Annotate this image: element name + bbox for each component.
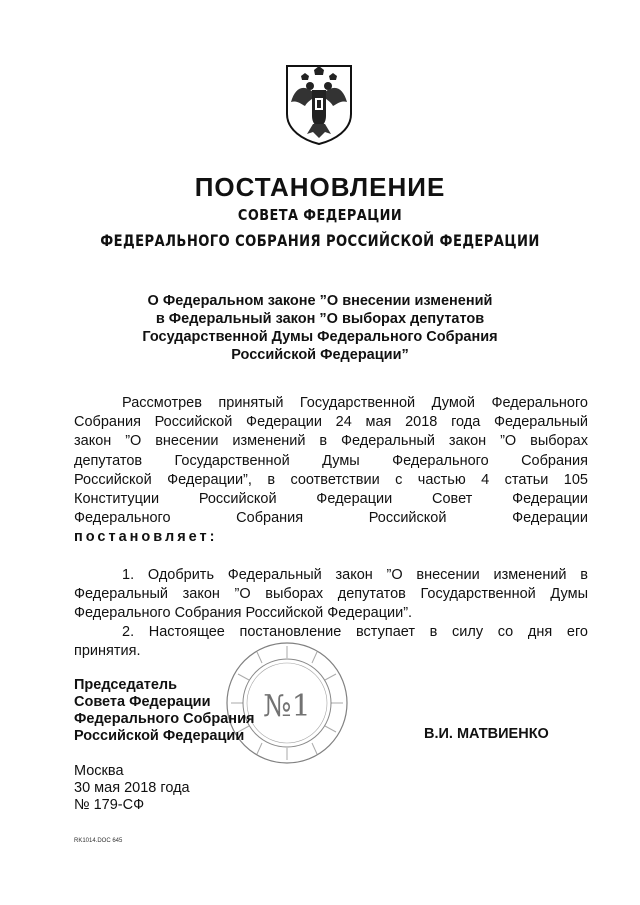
item-line: 2. Настоящее постановление вступает в силу со дня его [122, 624, 588, 640]
subject-line: О Федеральном законе ”О внесении изменений [147, 293, 493, 309]
preamble-line: Российской Федерации”, в соответствии с частью 4 статьи 105 [74, 471, 588, 488]
signer-name: В.И. МАТВИЕНКО [424, 726, 549, 742]
signer-position-line: Председатель [74, 677, 178, 693]
preamble-line: депутатов Государственной Думы Федерального Собрания [74, 452, 588, 469]
signer-position [74, 677, 254, 745]
signer-position-line: Российской Федерации [74, 728, 245, 744]
item-line: Федеральный закон ”О выборах депутатов Государственной Думы [74, 586, 588, 603]
footer-file-code: RK1014.DOC 645 [74, 838, 123, 844]
place-date-block [74, 763, 190, 814]
item-line: принятия. [74, 643, 141, 660]
item-line: 1. Одобрить Федеральный закон ”О внесении изменений в [122, 567, 588, 583]
signer-position-line: Совета Федерации [74, 694, 211, 710]
item-line: Федерального Собрания Российской Федерации”. [74, 605, 413, 622]
preamble-line: Собрания Российской Федерации 24 мая 2018 года Федеральный [74, 414, 588, 431]
signer-position-line: Федерального Собрания [74, 711, 255, 727]
document-number: № 179-СФ [74, 797, 145, 813]
preamble-paragraph [74, 394, 588, 548]
seal-number: №1 [263, 689, 311, 724]
coat-of-arms-emblem [283, 62, 355, 146]
resolves-word: постановляет: [74, 529, 218, 546]
subject-line: Российской Федерации” [231, 347, 409, 363]
issuer-line-2: ФЕДЕРАЛЬНОГО СОБРАНИЯ РОССИЙСКОЙ ФЕДЕРАЦИИ [100, 231, 540, 250]
document-date: 30 мая 2018 года [74, 780, 190, 796]
preamble-line: Конституции Российской Федерации Совет Федерации [74, 490, 588, 507]
preamble-line: Федерального Собрания Российской Федерации [74, 510, 588, 527]
subject-line: Государственной Думы Федерального Собрания [142, 329, 498, 345]
document-title: ПОСТАНОВЛЕНИЕ [194, 172, 446, 202]
subject-line: в Федеральный закон ”О выборах депутатов [155, 311, 485, 327]
city: Москва [74, 763, 124, 779]
preamble-line: закон ”О внесении изменений в Федеральный закон ”О выборах [74, 433, 588, 450]
document-subject [0, 292, 640, 364]
resolution-item-1 [74, 566, 588, 624]
preamble-line: Рассмотрев принятый Государственной Думой Федерального [122, 395, 588, 411]
issuer-line-1: СОВЕТА ФЕДЕРАЦИИ [237, 206, 403, 224]
